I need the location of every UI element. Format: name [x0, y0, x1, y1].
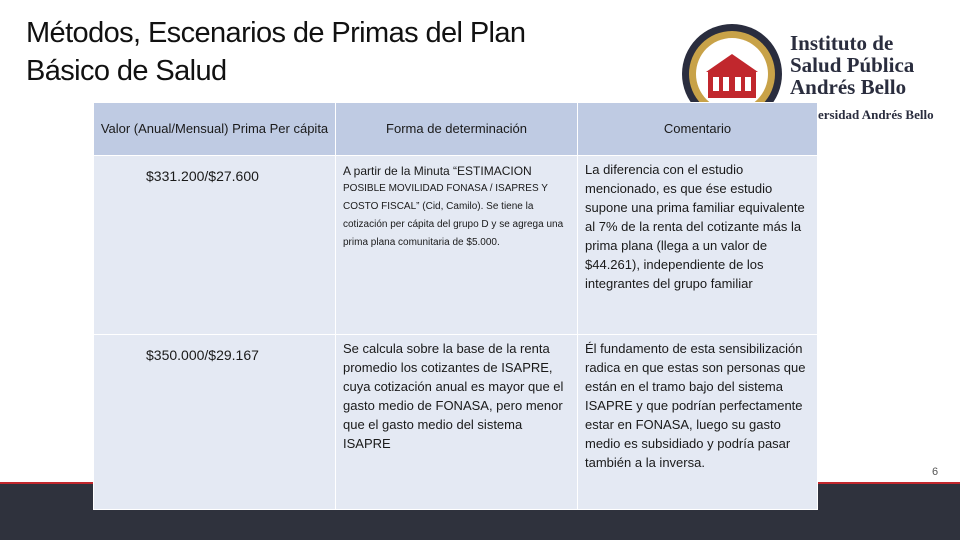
table-header-row	[94, 103, 818, 156]
header-method: Forma de determinación	[336, 103, 578, 156]
row-2-method: Se calcula sobre la base de la renta promedio los cotizantes de ISAPRE, cuya cotización anual es mayor que el gasto medio de FONASA, pero menor que el gasto medio del sistema ISAPRE	[336, 335, 578, 510]
slide-title	[26, 14, 646, 90]
title-line-2: Básico de Salud	[26, 55, 227, 87]
row-2-comment: Él fundamento de esta sensibilización radica en que estas son personas que están en el tramo bajo del sistema ISAPRE y que podrían perfectamente estar en FONASA, luego su gasto medio es subsidiado y podría pasar también a la inversa.	[578, 335, 818, 510]
row-1-method-rest: POSIBLE MOVILIDAD FONASA / ISAPRES Y COSTO FISCAL” (Cid, Camilo). Se tiene la cotización per cápita del grupo D y se agrega una prima plana comunitaria de $5.000.	[343, 183, 564, 248]
row-1-method	[336, 156, 578, 335]
table-row	[94, 335, 818, 510]
header-value: Valor (Anual/Mensual) Prima Per cápita	[94, 103, 336, 156]
logo-subline: ersidad Andrés Bello	[818, 107, 934, 122]
row-2-value: $350.000/$29.167	[94, 335, 336, 510]
title-line-1: Métodos, Escenarios de Primas del Plan	[26, 17, 526, 49]
premium-table	[93, 102, 818, 510]
row-1-comment: La diferencia con el estudio mencionado, es que ése estudio supone una prima familiar equivalente al 7% de la renta del cotizante más la prima plana (llega a un valor de $44.261), independiente de los integrantes del grupo familiar	[578, 156, 818, 335]
logo-line-1: Instituto de	[790, 31, 894, 55]
row-1-value: $331.200/$27.600	[94, 156, 336, 335]
logo-wordmark	[790, 32, 914, 98]
logo-line-2: Salud Pública	[790, 53, 915, 77]
page-number: 6	[932, 466, 939, 478]
logo-line-3: Andrés Bello	[790, 75, 907, 99]
table-row	[94, 156, 818, 335]
header-comment: Comentario	[578, 103, 818, 156]
row-1-method-line-1: A partir de la Minuta “ESTIMACION	[343, 164, 532, 178]
